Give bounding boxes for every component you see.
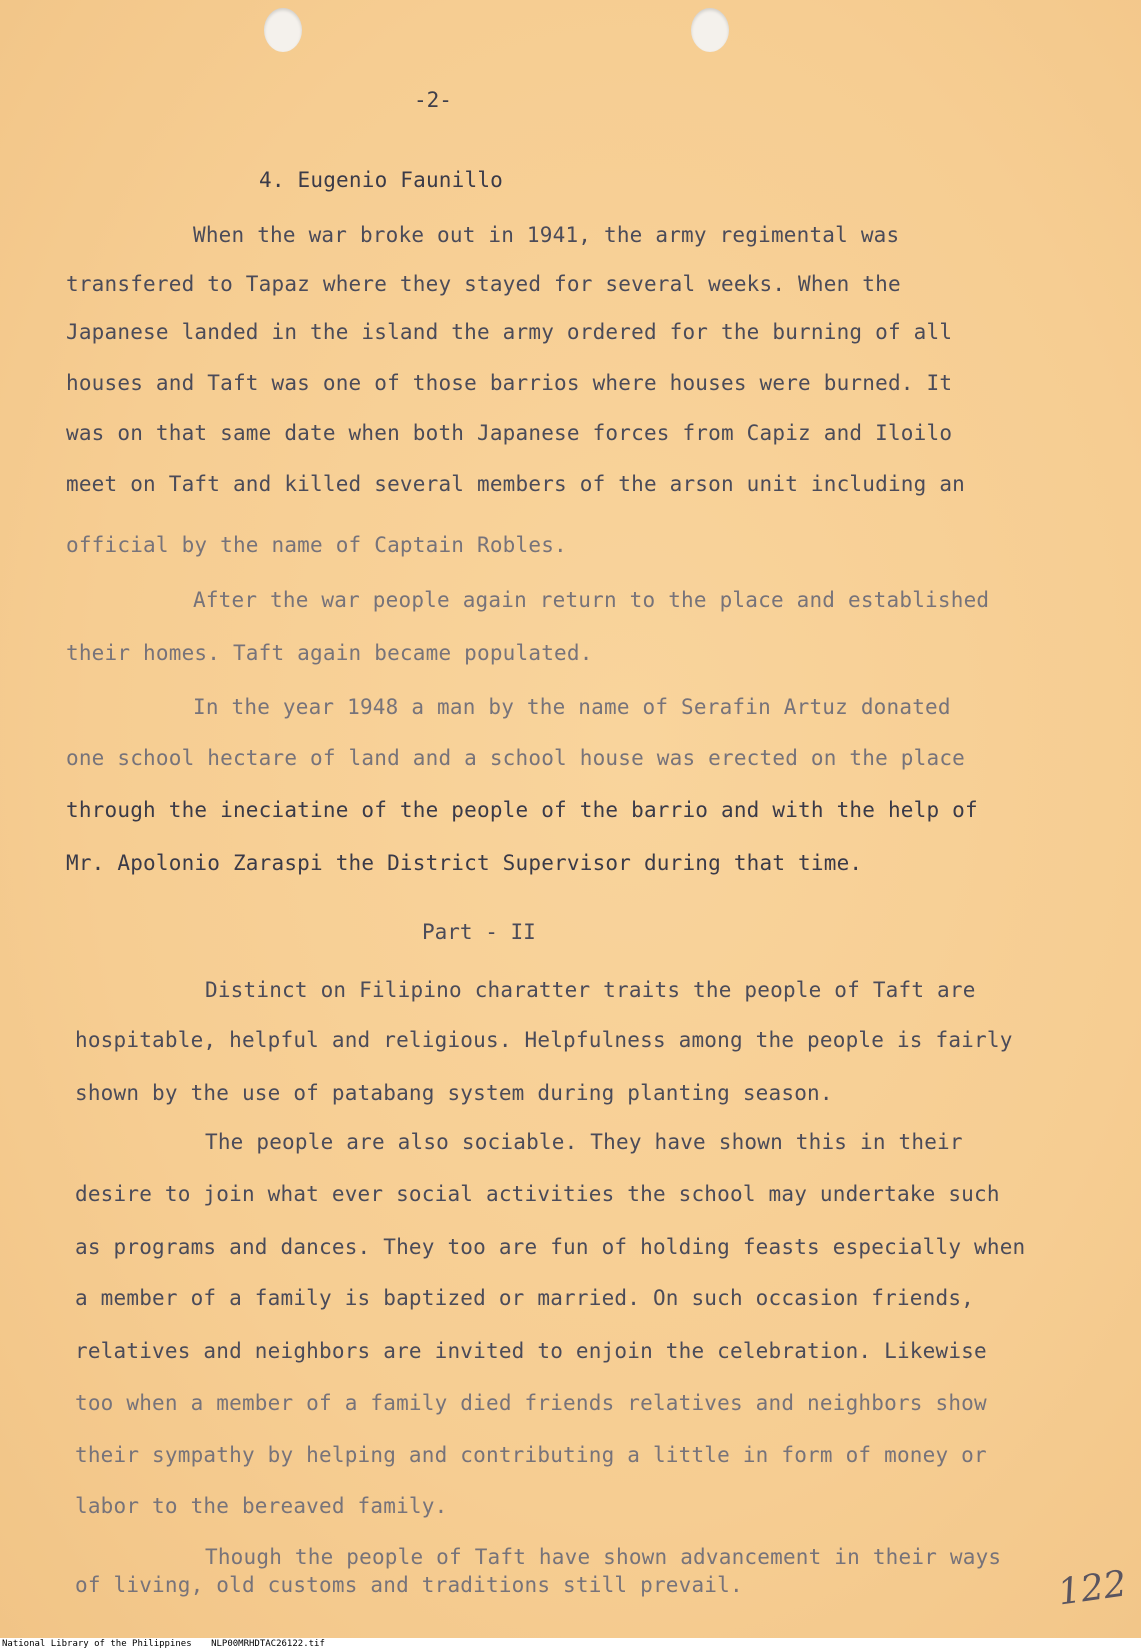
text-line: as programs and dances. They too are fun of holding feasts especially when xyxy=(75,1235,1026,1259)
text-line: Distinct on Filipino charatter traits the people of Taft are xyxy=(205,978,976,1002)
text-line: transfered to Tapaz where they stayed for several weeks. When the xyxy=(66,272,901,296)
text-line: Though the people of Taft have shown advancement in their ways xyxy=(205,1545,1002,1569)
page-number: -2- xyxy=(414,88,452,112)
text-line: too when a member of a family died friends relatives and neighbors show xyxy=(75,1391,987,1415)
text-line: houses and Taft was one of those barrios where houses were burned. It xyxy=(66,371,953,395)
text-line: meet on Taft and killed several members of the arson unit including an xyxy=(66,472,966,496)
punch-hole-right xyxy=(691,8,729,52)
text-line: When the war broke out in 1941, the army regimental was xyxy=(193,223,900,247)
text-line: desire to join what ever social activities the school may undertake such xyxy=(75,1182,1000,1206)
text-line: hospitable, helpful and religious. Helpfulness among the people is fairly xyxy=(75,1028,1013,1052)
text-line: was on that same date when both Japanese forces from Capiz and Iloilo xyxy=(66,421,953,445)
footer xyxy=(2,1638,339,1650)
text-line: Mr. Apolonio Zaraspi the District Supervisor during that time. xyxy=(66,851,863,875)
footer-library: National Library of the Philippines xyxy=(2,1639,192,1649)
text-line: their homes. Taft again became populated. xyxy=(66,641,593,665)
text-line: of living, old customs and traditions still prevail. xyxy=(75,1573,743,1597)
text-line: In the year 1948 a man by the name of Serafin Artuz donated xyxy=(193,695,951,719)
text-line: After the war people again return to the place and established xyxy=(193,588,990,612)
text-line: The people are also sociable. They have shown this in their xyxy=(205,1130,963,1154)
text-line: through the ineciatine of the people of the barrio and with the help of xyxy=(66,798,978,822)
text-line: one school hectare of land and a school house was erected on the place xyxy=(66,746,966,770)
text-line: labor to the bereaved family. xyxy=(75,1494,448,1518)
punch-hole-left xyxy=(264,8,302,52)
text-line: shown by the use of patabang system during planting season. xyxy=(75,1081,833,1105)
part-heading: Part - II xyxy=(422,920,536,944)
text-line: relatives and neighbors are invited to enjoin the celebration. Likewise xyxy=(75,1339,987,1363)
handwritten-page-number: 122 xyxy=(1055,1563,1130,1614)
text-line: a member of a family is baptized or married. On such occasion friends, xyxy=(75,1286,975,1310)
text-line: Japanese landed in the island the army ordered for the burning of all xyxy=(66,320,953,344)
section-title: 4. Eugenio Faunillo xyxy=(259,168,504,192)
text-line: official by the name of Captain Robles. xyxy=(66,533,567,557)
footer-file: NLP00MRHDTAC26122.tif xyxy=(211,1639,325,1649)
text-line: their sympathy by helping and contributing a little in form of money or xyxy=(75,1443,987,1467)
